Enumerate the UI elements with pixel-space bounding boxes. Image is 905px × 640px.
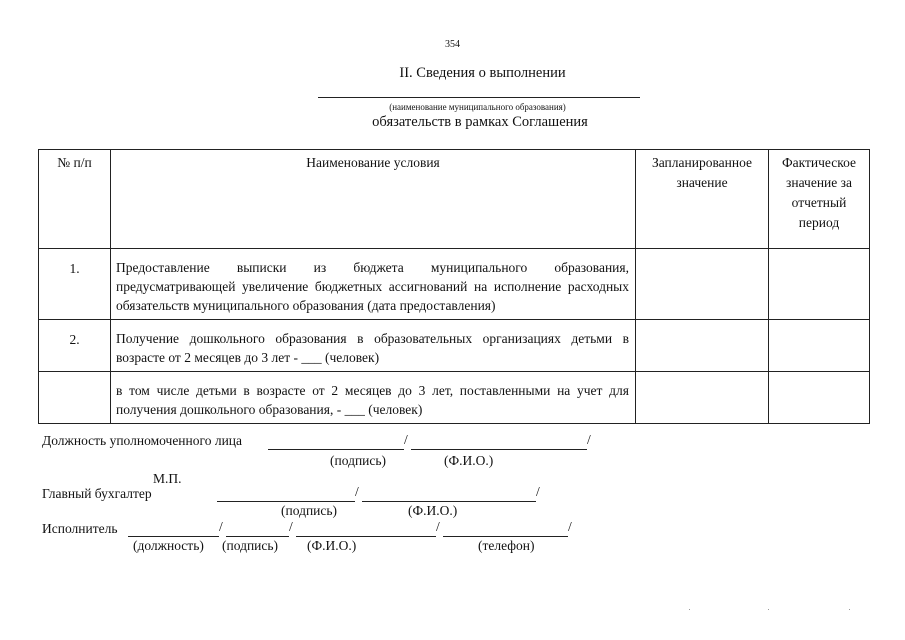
- separator-slash: /: [587, 432, 591, 447]
- table-header-row: [39, 150, 870, 249]
- scan-speck: [768, 609, 769, 610]
- condition-text: Предоставление выписки из бюджета муниципального образования, предусматривающей увеличение бюджетных ассигнований на исполнение расходных обязательств муниципального образования (дата предоставления): [111, 249, 636, 320]
- separator-slash: /: [536, 484, 540, 499]
- table-row: [39, 249, 870, 320]
- page-number: 354: [445, 39, 460, 50]
- separator-slash: /: [568, 519, 572, 534]
- actual-value-cell[interactable]: [769, 372, 870, 424]
- executor-name-field[interactable]: [296, 536, 436, 537]
- separator-slash: /: [436, 519, 440, 534]
- section-subtitle: обязательств в рамках Соглашения: [372, 114, 588, 130]
- phone-caption: (телефон): [478, 538, 535, 553]
- actual-value-cell[interactable]: [769, 249, 870, 320]
- name-caption: (Ф.И.О.): [444, 453, 494, 468]
- row-number: [39, 372, 111, 424]
- planned-value-cell[interactable]: [636, 249, 769, 320]
- scan-speck: [849, 609, 850, 610]
- separator-slash: /: [289, 519, 293, 534]
- header-actual: Фактическое значение за отчетный период: [769, 150, 870, 249]
- signature-caption: (подпись): [281, 503, 338, 518]
- accountant-label: Главный бухгалтер: [42, 486, 152, 501]
- table-row: [39, 320, 870, 372]
- condition-text: Получение дошкольного образования в образовательных организациях детьми в возрасте от 2 месяцев до 3 лет - ___ (человек): [111, 320, 636, 372]
- official-label: Должность уполномоченного лица: [42, 433, 243, 448]
- conditions-table: [38, 149, 870, 424]
- planned-value-cell[interactable]: [636, 372, 769, 424]
- table-row: [39, 372, 870, 424]
- signature-caption: (подпись): [330, 453, 387, 468]
- accountant-name-field[interactable]: [362, 501, 536, 502]
- header-num: № п/п: [39, 150, 111, 249]
- accountant-signature-field[interactable]: [217, 501, 355, 502]
- executor-phone-field[interactable]: [443, 536, 568, 537]
- stamp-label: М.П.: [153, 471, 182, 486]
- executor-position-field[interactable]: [128, 536, 219, 537]
- official-name-field[interactable]: [411, 449, 587, 450]
- official-signature-field[interactable]: [268, 449, 404, 450]
- signature-caption: (подпись): [222, 538, 279, 553]
- executor-signature-field[interactable]: [226, 536, 289, 537]
- row-number: 2.: [39, 320, 111, 372]
- separator-slash: /: [219, 519, 223, 534]
- name-caption: (Ф.И.О.): [307, 538, 357, 553]
- actual-value-cell[interactable]: [769, 320, 870, 372]
- name-caption: (Ф.И.О.): [408, 503, 458, 518]
- position-caption: (должность): [133, 538, 204, 553]
- municipality-caption: (наименование муниципального образования): [389, 102, 566, 112]
- header-planned: Запланированное значение: [636, 150, 769, 249]
- section-title: II. Сведения о выполнении: [399, 65, 566, 81]
- scan-speck: [689, 609, 690, 610]
- separator-slash: /: [355, 484, 359, 499]
- condition-text: в том числе детьми в возрасте от 2 месяцев до 3 лет, поставленными на учет для получения дошкольного образования, - ___ (человек): [111, 372, 636, 424]
- separator-slash: /: [404, 432, 408, 447]
- row-number: 1.: [39, 249, 111, 320]
- municipality-name-field[interactable]: [318, 97, 640, 98]
- executor-label: Исполнитель: [42, 521, 118, 536]
- planned-value-cell[interactable]: [636, 320, 769, 372]
- header-name: Наименование условия: [111, 150, 636, 249]
